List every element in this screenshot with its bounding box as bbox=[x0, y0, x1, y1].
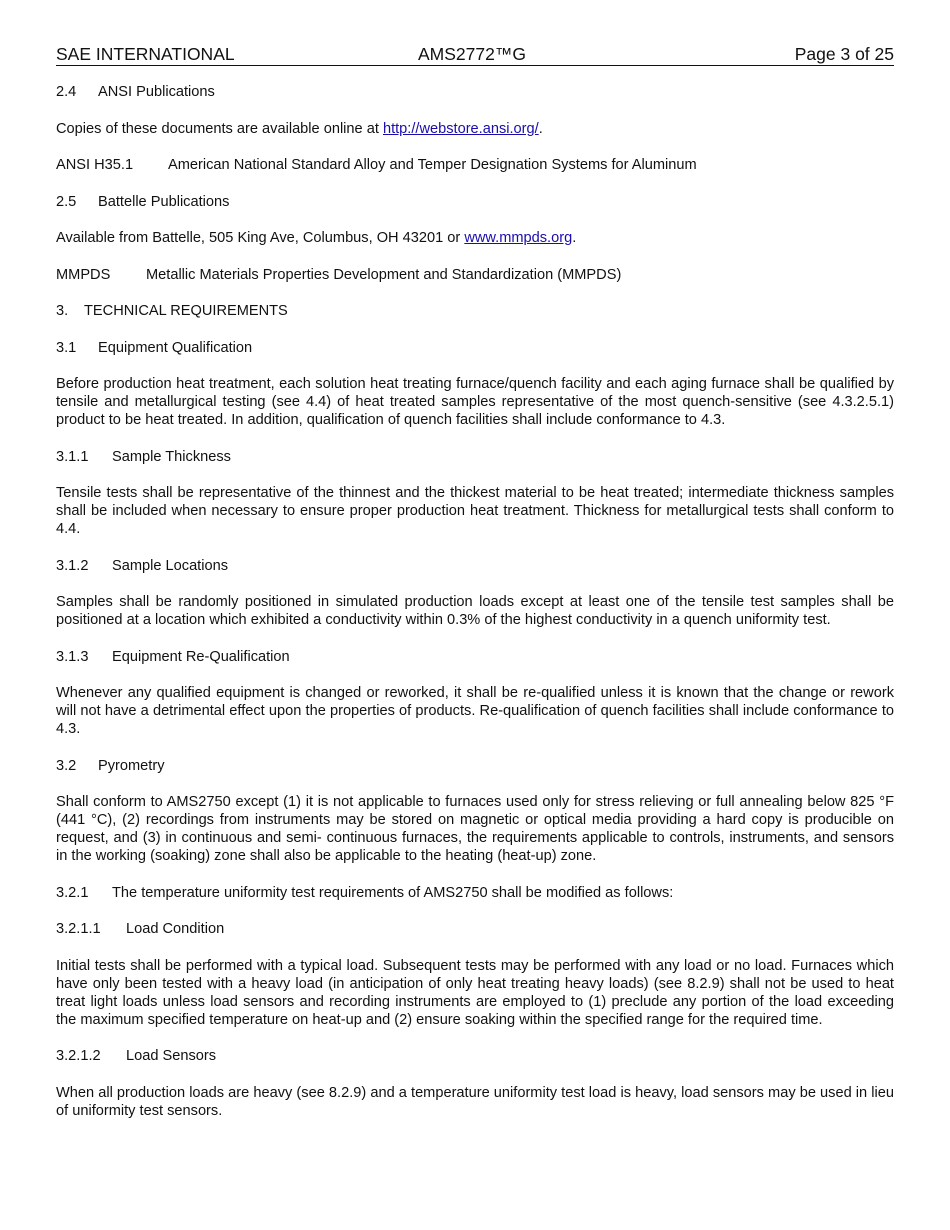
section-number: 3.1.2 bbox=[56, 557, 89, 574]
page-header bbox=[56, 44, 894, 66]
section-title: Equipment Qualification bbox=[98, 339, 253, 356]
section-heading-3 bbox=[56, 302, 894, 320]
header-page-number: Page 3 of 25 bbox=[794, 44, 894, 64]
section-number: 3. bbox=[56, 303, 69, 319]
section-title: Equipment Re-Qualification bbox=[112, 648, 290, 665]
paragraph: When all production loads are heavy (see 8.2.9) and a temperature uniformity test load is heavy, load sensors may be used in lieu of uniformity test sensors. bbox=[56, 1084, 894, 1119]
section-title: ANSI Publications bbox=[98, 84, 215, 100]
section-title: TECHNICAL REQUIREMENTS bbox=[84, 303, 288, 319]
section-heading-3-1 bbox=[56, 339, 894, 357]
section-heading-3-2-1-1 bbox=[56, 920, 894, 938]
section-heading-3-2-1-2 bbox=[56, 1047, 894, 1065]
reference-title: American National Standard Alloy and Temper Designation Systems for Aluminum bbox=[168, 157, 697, 173]
section-heading-3-2-1 bbox=[56, 884, 894, 902]
paragraph bbox=[56, 229, 894, 247]
paragraph-text: . bbox=[538, 120, 543, 137]
section-number: 3.1.3 bbox=[56, 648, 89, 665]
paragraph: Before production heat treatment, each solution heat treating furnace/quench facility and each aging furnace shall be qualified by tensile and metallurgical testing (see 4.4) of heat treated samples representative of the most quench-sensitive (see 4.3.2.5.1) product to be heat treated. In addition, qualification of quench facilities shall include conformance to 4.3. bbox=[56, 376, 894, 428]
paragraph-text: . bbox=[572, 230, 577, 246]
paragraph: Shall conform to AMS2750 except (1) it is not applicable to furnaces used only for stress relieving or full annealing below 825 °F (441 °C), (2) recordings from instruments may be stored on magnetic or optical media providing a hard copy is producible on request, and (3) in continuous and semi- continuous furnaces, the requirements applicable to controls, instruments, and sensors in the working (soaking) zone shall also be applicable to the heating (heat-up) zone. bbox=[56, 794, 894, 864]
section-heading-3-1-3 bbox=[56, 648, 894, 666]
paragraph: Whenever any qualified equipment is changed or reworked, it shall be re-qualified unless it is known that the change or rework will not have a detrimental effect upon the properties of products. Re-qualification of quench facilities shall include conformance to 4.3. bbox=[56, 685, 894, 737]
paragraph: Initial tests shall be performed with a typical load. Subsequent tests may be performed with any load or no load. Furnaces which have only been tested with a heavy load (in anticipation of only heat treating heavy loads) (see 8.2.9) shall not be used to heat treat light loads unless load sensors and recording instruments are employed to (1) preclude any portion of the load exceeding the maximum specified temperature on heat-up and (2) ensure soaking within the specified range for the required time. bbox=[56, 957, 894, 1028]
reference-entry bbox=[56, 266, 894, 284]
section-title: Load Sensors bbox=[126, 1048, 217, 1064]
reference-entry bbox=[56, 156, 894, 174]
section-title: Pyrometry bbox=[98, 757, 165, 774]
ansi-webstore-link[interactable]: http://webstore.ansi.org/ bbox=[382, 120, 539, 137]
section-heading-3-1-2 bbox=[56, 557, 894, 575]
paragraph: Samples shall be randomly positioned in simulated production loads except at least one of the tensile test samples shall be positioned at a location which exhibited a conductivity within 0.3% of the highest conductivity in a quench uniformity test. bbox=[56, 594, 894, 628]
paragraph-text: Available from Battelle, 505 King Ave, Columbus, OH 43201 or bbox=[56, 230, 465, 246]
paragraph bbox=[56, 120, 894, 138]
document-body bbox=[56, 83, 894, 1138]
section-number: 3.1 bbox=[56, 339, 77, 356]
section-title: The temperature uniformity test requirements of AMS2750 shall be modified as follows: bbox=[112, 884, 674, 901]
header-doc-id: AMS2772™G bbox=[418, 44, 526, 64]
section-heading-2-4 bbox=[56, 83, 894, 101]
section-title: Load Condition bbox=[126, 921, 225, 937]
section-number: 3.2 bbox=[56, 757, 77, 774]
mmpds-link[interactable]: www.mmpds.org bbox=[464, 230, 573, 246]
reference-id: MMPDS bbox=[56, 266, 111, 283]
section-number: 3.2.1 bbox=[56, 884, 89, 901]
section-heading-2-5 bbox=[56, 193, 894, 211]
section-title: Sample Thickness bbox=[112, 448, 231, 465]
section-heading-3-1-1 bbox=[56, 448, 894, 466]
reference-title: Metallic Materials Properties Development and Standardization (MMPDS) bbox=[146, 266, 622, 283]
section-number: 3.2.1.1 bbox=[56, 921, 101, 937]
section-number: 2.4 bbox=[56, 84, 77, 100]
paragraph: Tensile tests shall be representative of the thinnest and the thickest material to be heat treated; intermediate thickness samples shall be included when necessary to ensure proper production heat treatment. Thickness for metallurgical tests shall conform to 4.4. bbox=[56, 485, 894, 537]
section-number: 2.5 bbox=[56, 193, 77, 210]
section-number: 3.2.1.2 bbox=[56, 1048, 101, 1064]
section-title: Sample Locations bbox=[112, 557, 229, 574]
reference-id: ANSI H35.1 bbox=[56, 157, 134, 173]
header-publisher: SAE INTERNATIONAL bbox=[56, 44, 235, 64]
section-heading-3-2 bbox=[56, 757, 894, 775]
paragraph-text: Copies of these documents are available online at bbox=[56, 120, 383, 137]
section-number: 3.1.1 bbox=[56, 448, 89, 465]
section-title: Battelle Publications bbox=[98, 193, 230, 210]
